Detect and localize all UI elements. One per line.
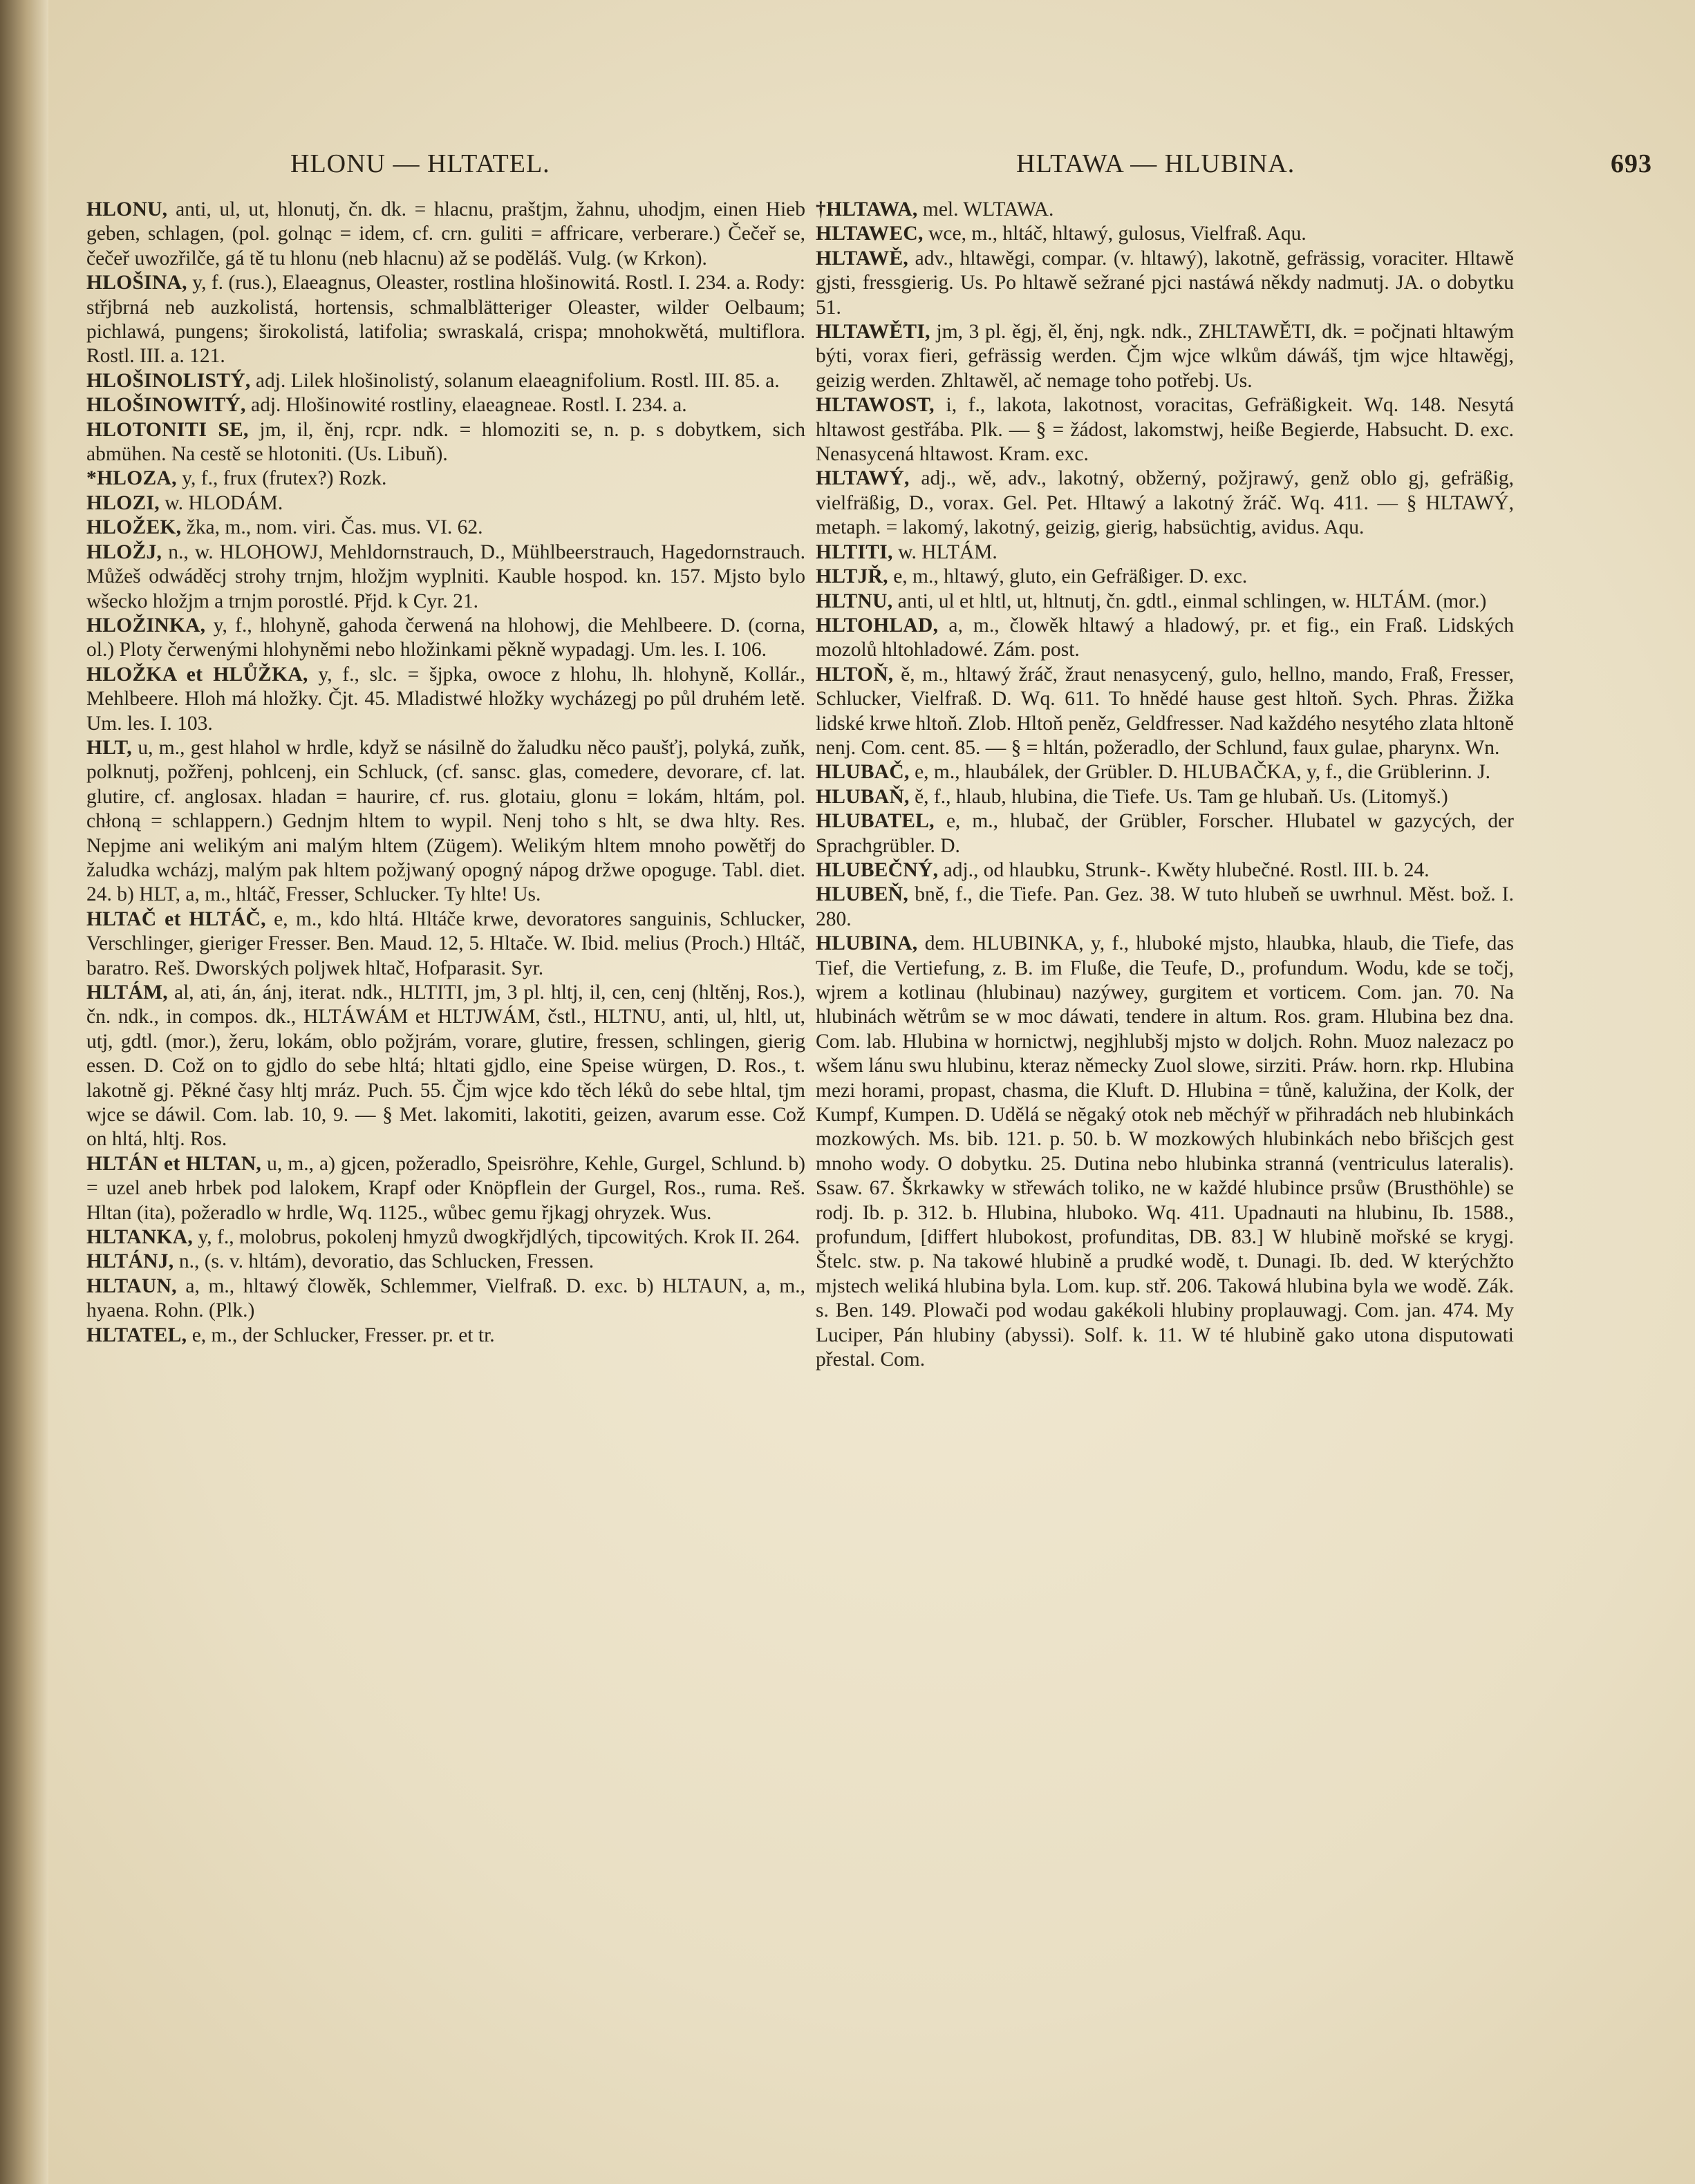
dictionary-entry — [86, 491, 805, 516]
entry-headword: HLOŽINKA, — [86, 614, 206, 637]
entry-definition: adj. Hlošinowité rostliny, elaeagneae. Rostl. I. 234. a. — [251, 394, 687, 417]
dictionary-entry — [86, 467, 805, 491]
dictionary-entry — [816, 540, 1514, 565]
dictionary-entry — [816, 760, 1514, 784]
entry-definition: ě, f., hlaub, hlubina, die Tiefe. Us. Tam ge hlubaň. Us. (Litomyš.) — [915, 785, 1448, 808]
entry-definition: jm, 3 pl. ěgj, ěl, ěnj, ngk. ndk., ZHLTAWĚTI, dk. = počjnati hltawým býti, vorax fieri, gefrässig werden. Čjm wjce wlkům dáwáš, tjm wjce hltawěgj, geizig werden. Zhltawěl, ač nemage toho potřebj. Us. — [816, 321, 1515, 392]
entry-headword: HLOŠINOWITÝ, — [86, 394, 246, 417]
entry-headword: *HLOZA, — [86, 467, 177, 490]
right-column — [816, 198, 1514, 1373]
entry-headword: HLTAUN, — [86, 1274, 177, 1297]
dictionary-entry — [816, 467, 1514, 540]
dictionary-entry — [86, 393, 805, 417]
entry-headword: HLTAWEC, — [816, 223, 924, 245]
entry-definition: e, m., hlubač, der Grübler, Forscher. Hlubatel w gazycých, der Sprachgrübler. D. — [816, 810, 1514, 857]
dictionary-entry — [816, 809, 1514, 858]
page-number: 693 — [1611, 149, 1652, 178]
dictionary-entry — [816, 565, 1514, 589]
entry-definition: u, m., a) gjcen, požeradlo, Speisröhre, Kehle, Gurgel, Schlund. b) = uzel aneb hrbek pod lalokem, Krapf oder Knöpflein der Gurgel, Ros., ruma. Reš. Hltan (ita), požeradlo w hrdle, Wq. 1125., wůbec gemu řjkagj ohryzek. Wus. — [86, 1152, 805, 1224]
entry-definition: jm, il, ěnj, rcpr. ndk. = hlomoziti se, n. p. s dobytkem, sich abmühen. Na cestě se hlotoniti. (Us. Libuň). — [86, 418, 805, 466]
entry-headword: HLOŠINA, — [86, 272, 187, 294]
left-column — [86, 198, 805, 1348]
entry-headword: HLTÁNJ, — [86, 1250, 174, 1273]
entry-definition: anti, ul et hltl, ut, hltnutj, čn. gdtl., einmal schlingen, w. HLTÁM. (mor.) — [897, 590, 1487, 612]
dictionary-entry — [816, 198, 1514, 222]
dictionary-entry — [86, 369, 805, 393]
entry-definition: y, f. (rus.), Elaeagnus, Oleaster, rostlina hlošinowitá. Rostl. I. 234. a. Rody: střjbrná neb auzkolistá, hortensis, schmalblätteriger Oleaster, wilder Oelbaum; pichlawá, pungens; širokolistá, latifolia; swraskalá, crispa; mnohokwětá, multiflora. Rostl. III. a. 121. — [86, 272, 806, 368]
entry-headword: HLTANKA, — [86, 1226, 194, 1249]
entry-definition: adj., od hlaubku, Strunk-. Kwěty hlubečné. Rostl. III. b. 24. — [943, 858, 1430, 881]
entry-definition: i, f., lakota, lakotnost, voracitas, Gefräßigkeit. Wq. 148. Nesytá hltawost gestřába. Plk. — § = žádost, lakomstwj, heiße Begierde, Habsucht. D. exc. Nenasycená hltawost. Kram. exc. — [816, 394, 1514, 466]
entry-definition: a, m., člowěk hltawý a hladowý, pr. et fig., ein Fraß. Lidských mozolů hltohladowé. Zám. post. — [816, 614, 1514, 661]
dictionary-entry — [86, 614, 805, 663]
entry-definition: bně, f., die Tiefe. Pan. Gez. 38. W tuto hlubeň se uwrhnul. Měst. bož. I. 280. — [816, 883, 1514, 930]
entry-definition: y, f., hlohyně, gahoda čerwená na hlohowj, die Mehlbeere. D. (corna, ol.) Ploty čerwenými hlohyněmi nebo hložinkami pěkně wypadagj. Um. les. I. 106. — [86, 614, 806, 661]
entry-definition: w. HLTÁM. — [898, 540, 998, 563]
entry-definition: n., (s. v. hltám), devoratio, das Schlucken, Fressen. — [178, 1250, 594, 1273]
dictionary-entry — [816, 320, 1514, 393]
entry-headword: HLT, — [86, 736, 132, 759]
entry-headword: HLUBATEL, — [816, 810, 935, 833]
entry-headword: HLTOHLAD, — [816, 614, 939, 637]
entry-definition: a, m., hltawý člowěk, Schlemmer, Vielfraß. D. exc. b) HLTAUN, a, m., hyaena. Rohn. (Plk.) — [86, 1274, 806, 1322]
dictionary-entry — [816, 858, 1514, 883]
dictionary-entry — [86, 1274, 805, 1324]
dictionary-entry — [816, 663, 1514, 761]
entry-headword: HLTAWĚTI, — [816, 321, 930, 343]
entry-definition: e, m., kdo hltá. Hltáče krwe, devoratores sanguinis, Schlucker, Verschlinger, gieriger Fresser. Ben. Maud. 12, 5. Hltače. W. Ibid. melius (Proch.) Hltáč, baratro. Reš. Dworských poljwek hltač, Hofparasit. Syr. — [86, 907, 806, 979]
dictionary-entry — [86, 1250, 805, 1274]
dictionary-entry — [86, 981, 805, 1152]
entry-headword: HLTÁN et HLTAN, — [86, 1152, 262, 1175]
entry-headword: †HLTAWA, — [816, 198, 918, 220]
entry-definition: y, f., frux (frutex?) Rozk. — [182, 467, 387, 490]
dictionary-entry — [816, 393, 1514, 467]
entry-headword: HLTATEL, — [86, 1324, 187, 1346]
entry-definition: adv., hltawěgi, compar. (v. hltawý), lakotně, gefrässig, voraciter. Hltawě gjsti, fressgierig. Us. Po hltawě sežrané pjci nastáwá někdy nadmutj. JA. o dobytku 51. — [816, 247, 1515, 319]
dictionary-entry — [816, 614, 1514, 663]
dictionary-entry — [86, 418, 805, 467]
page-header — [62, 149, 1652, 190]
entry-headword: HLTÁM, — [86, 981, 168, 1004]
entry-definition: e, m., hltawý, gluto, ein Gefräßiger. D. exc. — [893, 565, 1248, 588]
entry-definition: dem. HLUBINKA, y, f., hluboké mjsto, hlaubka, hlaub, die Tiefe, das Tief, die Vertiefung, z. B. im Fluße, die Teufe, D., profundum. Wodu, kde se točj, wjrem a kotlinau (hlubinau) nazýwey, gurgitem et vorticem. Com. jan. 70. Na hlubinách wětrům se w moc dáwati, tendere in altum. Ros. gram. Hlubina bez dna. Com. lab. Hlubina w hornictwj, negjhlubšj mjsto w doljch. Rohn. Muoz nalezacz po wšem lánu swu hlubinu, kteraz německy Zuol slowe, sirziti. Práw. horn. rkp. Hlubina mezi horami, propast, chasma, die Kluft. D. Hlubina = tůně, kalužina, der Kolk, der Kumpf, Kumpen. D. Udělá se nĕgaký otok neb měchýř w přihradách neb hlubinkách mozkowých. Ms. bib. 121. p. 50. b. W mozkowých hlubinkách nebo břišcjch gest mnoho wody. O dobytku. 25. Dutina nebo hlubinka stranná (ventriculus lateralis). Ssaw. 67. Škrkawky w střewách toliko, ne w každé hlubince prsůw (Brusthöhle) se rodj. Ib. p. 312. b. Hlubina, hluboko. Wq. 411. Upadnauti na hlubinu, Ib. 1588., profundum, [differt hlubokost, profunditas, DB. 83.] W hlubině mořské se krygj. Štelc. stw. p. Na takowé hlubině a prudké wodě, t. Dunagi. Ib. ded. W kterýchžto mjstech weliká hlubina byla. Lom. kup. stř. 206. Takowá hlubina byla we wodě. Zák. s. Ben. 149. Plowači pod wodau gakékoli hlubiny proplauwagj. Com. jan. 474. My Luciper, Pán hlubiny (abyssi). Solf. k. 11. W té hlubině gako utona disputowati přestal. Com. — [816, 932, 1515, 1371]
entry-definition: ě, m., hltawý žráč, žraut nenasycený, gulo, hellno, mando, Fraß, Fresser, Schlucker, Vielfraß. D. Wq. 611. To hnědé hause gest hltoň. Sych. Phras. Žižka lidské krwe hltoň. Zlob. Hltoň peněz, Geldfresser. Nad každého nesytého zlata hltoně nenj. Com. cent. 85. — § = hltán, požeradlo, der Schlund, faux gulae, pharynx. Wn. — [816, 663, 1514, 759]
entry-definition: n., w. HLOHOWJ, Mehldornstrauch, D., Mühlbeerstrauch, Hagedornstrauch. Můžeš odwáděcj strohy trnjm, hložjm wyplniti. Kauble hospod. kn. 157. Mjsto bylo wšecko hložjm a trnjm porostlé. Přjd. k Cyr. 21. — [86, 540, 805, 612]
dictionary-entry — [86, 271, 805, 369]
dictionary-entry — [816, 883, 1514, 932]
dictionary-entry — [816, 590, 1514, 614]
dictionary-entry — [816, 222, 1514, 246]
entry-headword: HLTAWOST, — [816, 394, 935, 417]
entry-headword: HLUBAŇ, — [816, 785, 910, 808]
entry-headword: HLTJŘ, — [816, 565, 888, 588]
entry-definition: mel. WLTAWA. — [922, 198, 1054, 220]
entry-headword: HLTOŇ, — [816, 663, 894, 686]
entry-headword: HLUBINA, — [816, 932, 918, 955]
entry-headword: HLONU, — [86, 198, 168, 220]
dictionary-entry — [86, 907, 805, 981]
left-running-head: HLONU — HLTATEL. — [290, 149, 550, 178]
entry-headword: HLUBEŇ, — [816, 883, 909, 906]
dictionary-entry — [86, 1225, 805, 1250]
dictionary-entry — [816, 932, 1514, 1372]
entry-definition: wce, m., hltáč, hltawý, gulosus, Vielfraß. Aqu. — [928, 223, 1307, 245]
dictionary-entry — [86, 516, 805, 540]
entry-headword: HLTITI, — [816, 540, 893, 563]
entry-definition: y, f., molobrus, pokolenj hmyzů dwogkřjdlých, tipcowitých. Krok II. 264. — [198, 1226, 800, 1249]
entry-headword: HLOŽKA et HLŮŽKA, — [86, 663, 308, 686]
entry-headword: HLOŽJ, — [86, 540, 162, 563]
dictionary-entry — [86, 663, 805, 736]
dictionary-entry — [86, 736, 805, 907]
entry-definition: anti, ul, ut, hlonutj, čn. dk. = hlacnu, praštjm, žahnu, uhodjm, einen Hieb geben, schlagen, (pol. golnąc = idem, cf. crn. guliti = affricare, verberare.) Čečeř se, čečeř uwozřilče, gá tě tu hlonu (neb hlacnu) až se poděláš. Vulg. (w Krkon). — [86, 198, 806, 270]
entry-definition: žka, m., nom. viri. Čas. mus. VI. 62. — [186, 516, 483, 539]
entry-headword: HLUBAČ, — [816, 761, 910, 784]
dictionary-entry — [86, 1324, 805, 1348]
dictionary-entry — [86, 1152, 805, 1225]
dictionary-entry — [816, 247, 1514, 320]
entry-headword: HLTNU, — [816, 590, 893, 612]
dictionary-entry — [816, 785, 1514, 809]
entry-headword: HLTAWÝ, — [816, 467, 910, 490]
entry-headword: HLTAWĚ, — [816, 247, 909, 270]
entry-definition: e, m., hlaubálek, der Grübler. D. HLUBAČKA, y, f., die Grüblerinn. J. — [915, 761, 1490, 784]
entry-headword: HLUBEČNÝ, — [816, 858, 939, 881]
entry-headword: HLTAČ et HLTÁČ, — [86, 907, 266, 930]
entry-definition: e, m., der Schlucker, Fresser. pr. et tr. — [191, 1324, 495, 1346]
book-spine-shadow — [0, 0, 48, 2184]
dictionary-entry — [86, 198, 805, 271]
entry-definition: u, m., gest hlahol w hrdle, když se násilně do žaludku něco paušťj, polyká, zuňk, polknutj, požřenj, pohlcenj, ein Schluck, (cf. sansc. glas, comedere, devorare, cf. lat. glutire, cf. anglosax. hladan = haurire, cf. rus. glotaiu, glonu = lokám, hltám, pol. chłoną = schlappern.) Gednjm hltem to wypil. Nenj toho s hlt, se dwa hlty. Res. Nepjme ani welikým ani malým hltem (Zügem). Welikým hltem mnoho powětřj do žaludka wcházj, malým pak hltem požjwaný opogný nápog držwe opoguge. Tabl. diet. 24. b) HLT, a, m., hltáč, Fresser, Schlucker. Ty hlte! Us. — [86, 736, 806, 906]
entry-definition: adj., wě, adv., lakotný, obžerný, požjrawý, genž oblo gj, gefräßig, vielfräßig, D., vorax. Gel. Pet. Hltawý a lakotný žráč. Wq. 411. — § HLTAWÝ, metaph. = lakomý, lakotný, geizig, gierig, habsüchtig, avidus. Aqu. — [816, 467, 1515, 539]
entry-headword: HLOŠINOLISTÝ, — [86, 369, 251, 392]
right-running-head: HLTAWA — HLUBINA. — [1016, 149, 1295, 178]
entry-definition: w. HLODÁM. — [165, 491, 283, 514]
entry-definition: al, ati, án, ánj, iterat. ndk., HLTITI, jm, 3 pl. hltj, il, cen, cenj (hltěnj, Ros.), čn. ndk., in compos. dk., HLTÁWÁM et HLTJWÁM, čstl., HLTNU, anti, ul, hltl, ut, utj, gdtl. (mor.), žeru, lokám, oblo požjrám, vorare, glutire, fressen, schlingen, gierig essen. D. Což on to gjdlo do sebe hltá; hltati gjdlo, eine Speise würgen, D. Ros., t. lakotně gj. Pěkné časy hltj mráz. Puch. 55. Čjm wjce kdo těch léků do sebe hltal, tjm wjce se dáwil. Com. lab. 10, 9. — § Met. lakomiti, lakotiti, geizen, avarum esse. Což on hltá, hltj. Ros. — [86, 981, 806, 1151]
entry-definition: y, f., slc. = šjpka, owoce z hlohu, lh. hlohyně, Kollár., Mehlbeere. Hloh má hložky. Čjt. 45. Mladistwé hložky wycházegj po půl druhém letě. Um. les. I. 103. — [86, 663, 806, 735]
entry-definition: adj. Lilek hlošinolistý, solanum elaeagnifolium. Rostl. III. 85. a. — [255, 369, 780, 392]
entry-headword: HLOŽEK, — [86, 516, 182, 539]
entry-headword: HLOTONITI SE, — [86, 418, 249, 441]
dictionary-entry — [86, 540, 805, 614]
entry-headword: HLOZI, — [86, 491, 160, 514]
